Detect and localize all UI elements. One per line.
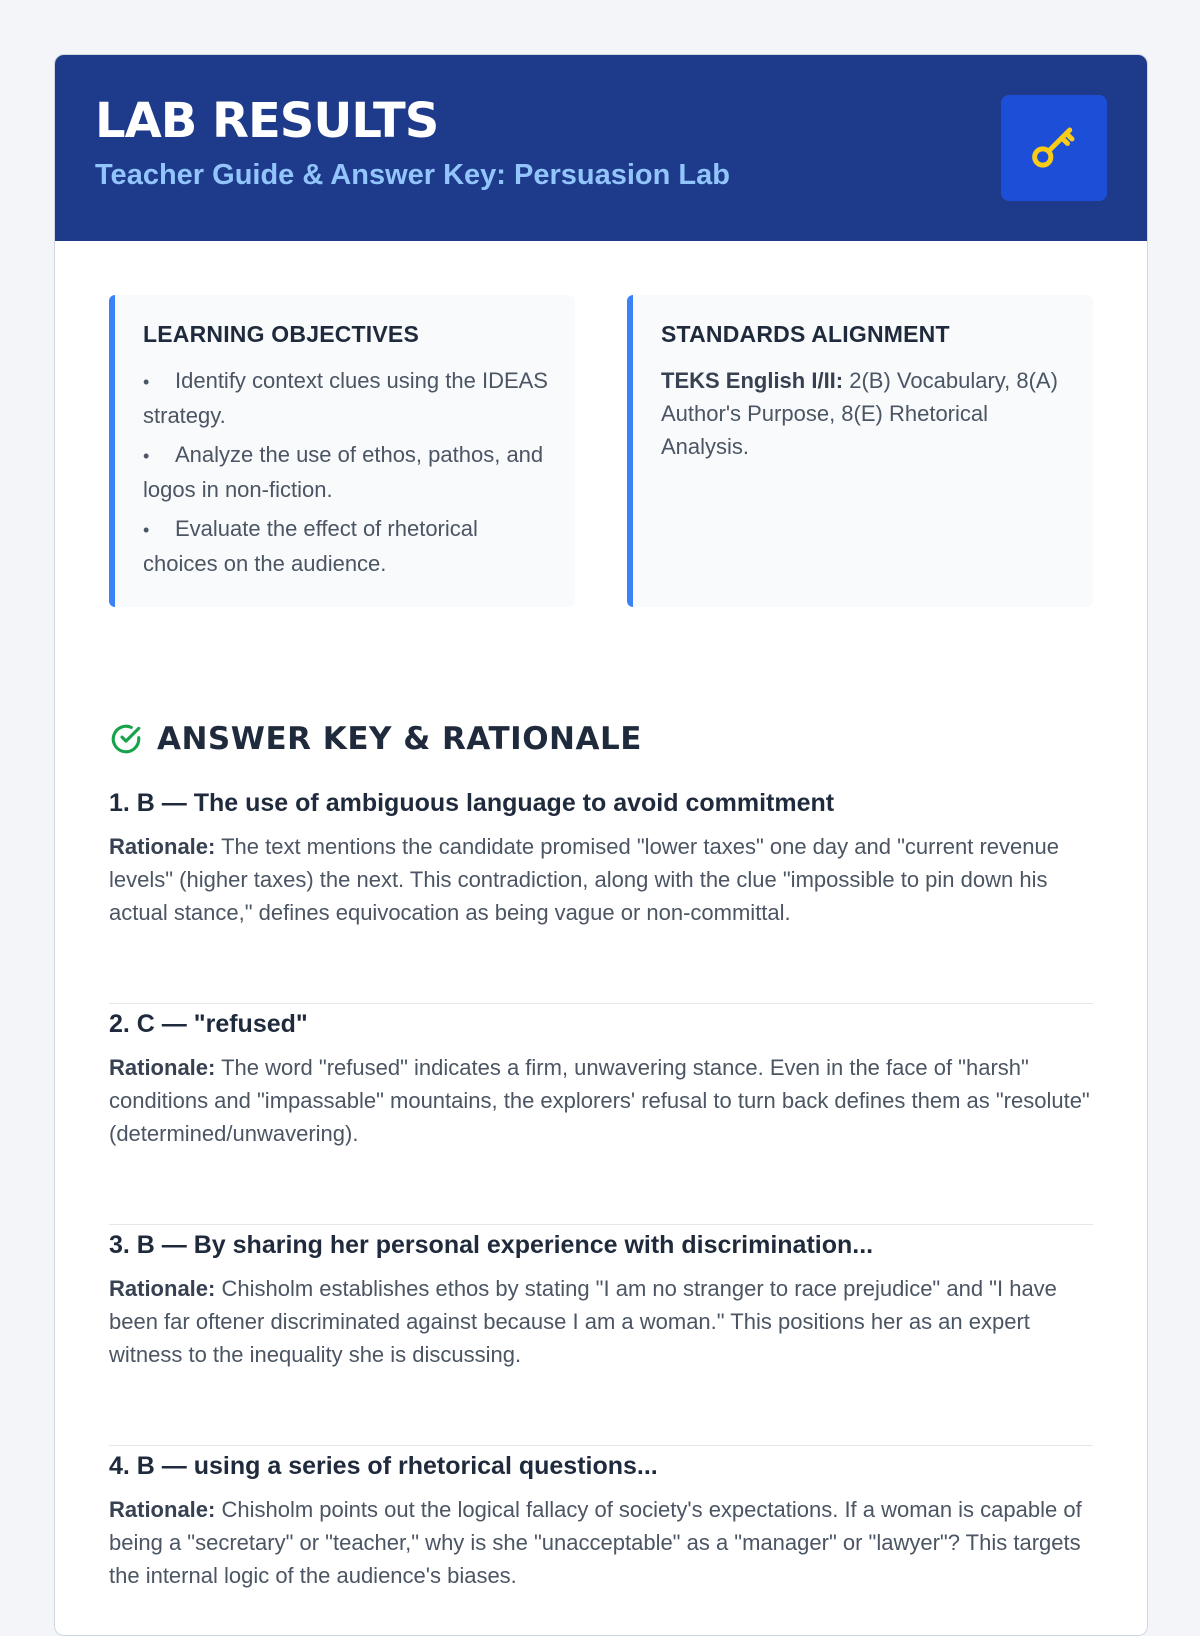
page-subtitle: Teacher Guide & Answer Key: Persuasion Lab <box>95 159 730 191</box>
answer-question: 1. B — The use of ambiguous language to avoid commitment <box>109 789 835 817</box>
answer-question: 3. B — By sharing her personal experience with discrimination... <box>109 1231 874 1259</box>
standards-text: TEKS English I/II: 2(B) Vocabulary, 8(A) Author's Purpose, 8(E) Rhetorical Analysis. <box>661 368 1058 459</box>
standards-heading: STANDARDS ALIGNMENT <box>661 321 950 347</box>
header <box>55 55 1147 241</box>
answer-list <box>109 783 1093 1636</box>
list-item: • Analyze the use of ethos, pathos, and logos in non-fiction. <box>143 442 544 502</box>
answer-item <box>109 1452 1093 1636</box>
lab-results-card <box>54 54 1148 1636</box>
key-badge <box>1001 95 1107 201</box>
info-boxes <box>109 295 1093 609</box>
page-title: LAB RESULTS <box>95 93 439 149</box>
list-item: • Identify context clues using the IDEAS strategy. <box>143 368 548 428</box>
answer-item <box>109 1010 1093 1225</box>
list-item: • Evaluate the effect of rhetorical choices on the audience. <box>143 516 478 576</box>
answer-rationale: Rationale: The text mentions the candidate promised "lower taxes" one day and "current revenue levels" (higher taxes) the next. This contradiction, along with the clue "impossible to pin down his actual stance," defines equivocation as being vague or non-committal. <box>109 834 1059 925</box>
answer-rationale: Rationale: Chisholm establishes ethos by stating "I am no stranger to race prejudice" and "I have been far oftener discriminated against because I am a woman." This positions her as an expert witness to the inequality she is discussing. <box>109 1276 1057 1367</box>
answer-item <box>109 789 1093 1004</box>
answer-rationale: Rationale: The word "refused" indicates a firm, unwavering stance. Even in the face of "harsh" conditions and "impassable" mountains, the explorers' refusal to turn back defines them as "resolute" (determined/unwavering). <box>109 1055 1090 1146</box>
objectives-heading: LEARNING OBJECTIVES <box>143 321 420 347</box>
answer-key-heading: ANSWER KEY & RATIONALE <box>109 715 642 763</box>
check-circle-icon <box>109 722 143 756</box>
learning-objectives-box <box>109 295 575 607</box>
answer-question: 4. B — using a series of rhetorical questions... <box>109 1452 658 1480</box>
answer-item <box>109 1231 1093 1446</box>
objectives-list <box>143 364 549 580</box>
standards-alignment-box <box>627 295 1093 607</box>
answer-rationale: Rationale: Chisholm points out the logical fallacy of society's expectations. If a woman is capable of being a "secretary" or "teacher," why is she "unacceptable" as a "manager" or "lawyer"? This targets the internal logic of the audience's biases. <box>109 1497 1082 1588</box>
key-icon <box>1027 121 1081 175</box>
answer-question: 2. C — "refused" <box>109 1010 308 1038</box>
